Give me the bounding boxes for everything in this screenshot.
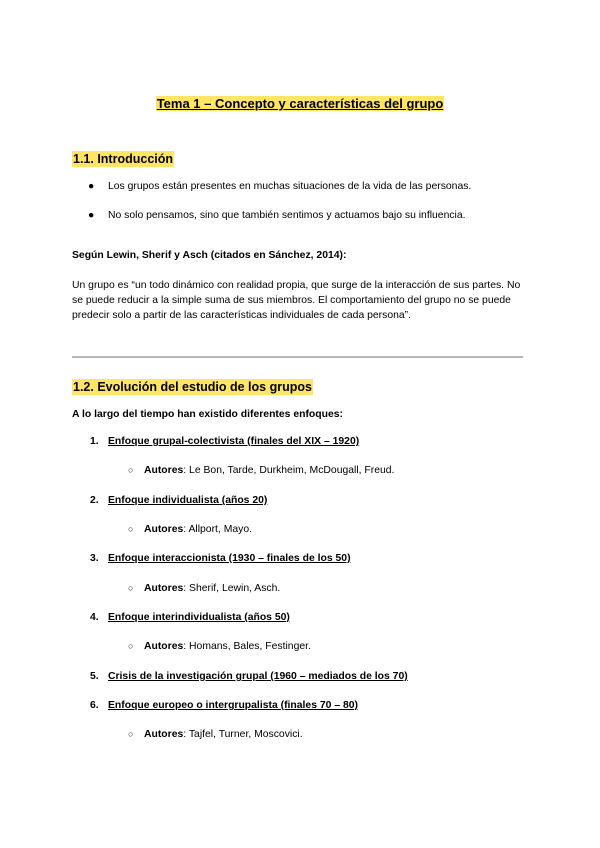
authors-line: ○ Autores: Allport, Mayo. <box>128 524 252 535</box>
bullet-item: ● No solo pensamos, sino que también sentimos y actuamos bajo su influencia. <box>88 210 466 221</box>
circle-bullet-icon: ○ <box>128 524 134 534</box>
list-item: 4. Enfoque interindividualista (años 50) <box>90 612 290 623</box>
list-item: 3. Enfoque interaccionista (1930 – finales de los 50) <box>90 553 351 564</box>
circle-bullet-icon: ○ <box>128 583 134 593</box>
horizontal-divider <box>72 356 523 358</box>
circle-bullet-icon: ○ <box>128 729 134 739</box>
page-title: Tema 1 – Concepto y características del grupo <box>156 96 444 111</box>
section-heading-introduccion: 1.1. Introducción <box>73 152 174 166</box>
authors-line: ○ Autores: Le Bon, Tarde, Durkheim, McDougall, Freud. <box>128 465 395 476</box>
circle-bullet-icon: ○ <box>128 641 134 651</box>
list-item: 2. Enfoque individualista (años 20) <box>90 495 268 506</box>
authors-line: ○ Autores: Homans, Bales, Festinger. <box>128 641 311 652</box>
circle-bullet-icon: ○ <box>128 465 134 475</box>
authors-line: ○ Autores: Sherif, Lewin, Asch. <box>128 583 281 594</box>
bullet-dot-icon: ● <box>88 181 95 192</box>
bullet-dot-icon: ● <box>88 210 95 221</box>
bullet-item: ● Los grupos están presentes en muchas situaciones de la vida de las personas. <box>88 181 472 192</box>
section-heading-evolucion: 1.2. Evolución del estudio de los grupos <box>73 380 312 394</box>
list-item: 6. Enfoque europeo o intergrupalista (finales 70 – 80) <box>90 700 359 711</box>
definition-paragraph: Un grupo es “un todo dinámico con realidad propia, que surge de la interacción de sus partes. No se puede reducir a la simple suma de sus miembros. El comportamiento del grupo no se puede predecir solo a partir de las características individuales de cada persona”. <box>72 280 521 321</box>
list-item: 1. Enfoque grupal-colectivista (finales del XIX – 1920) <box>90 436 360 447</box>
authors-line: ○ Autores: Tajfel, Turner, Moscovici. <box>128 729 303 740</box>
list-item: 5. Crisis de la investigación grupal (1960 – mediados de los 70) <box>90 671 408 682</box>
section-intro: A lo largo del tiempo han existido diferentes enfoques: <box>72 409 343 420</box>
citation-heading: Según Lewin, Sherif y Asch (citados en Sánchez, 2014): <box>72 250 347 261</box>
